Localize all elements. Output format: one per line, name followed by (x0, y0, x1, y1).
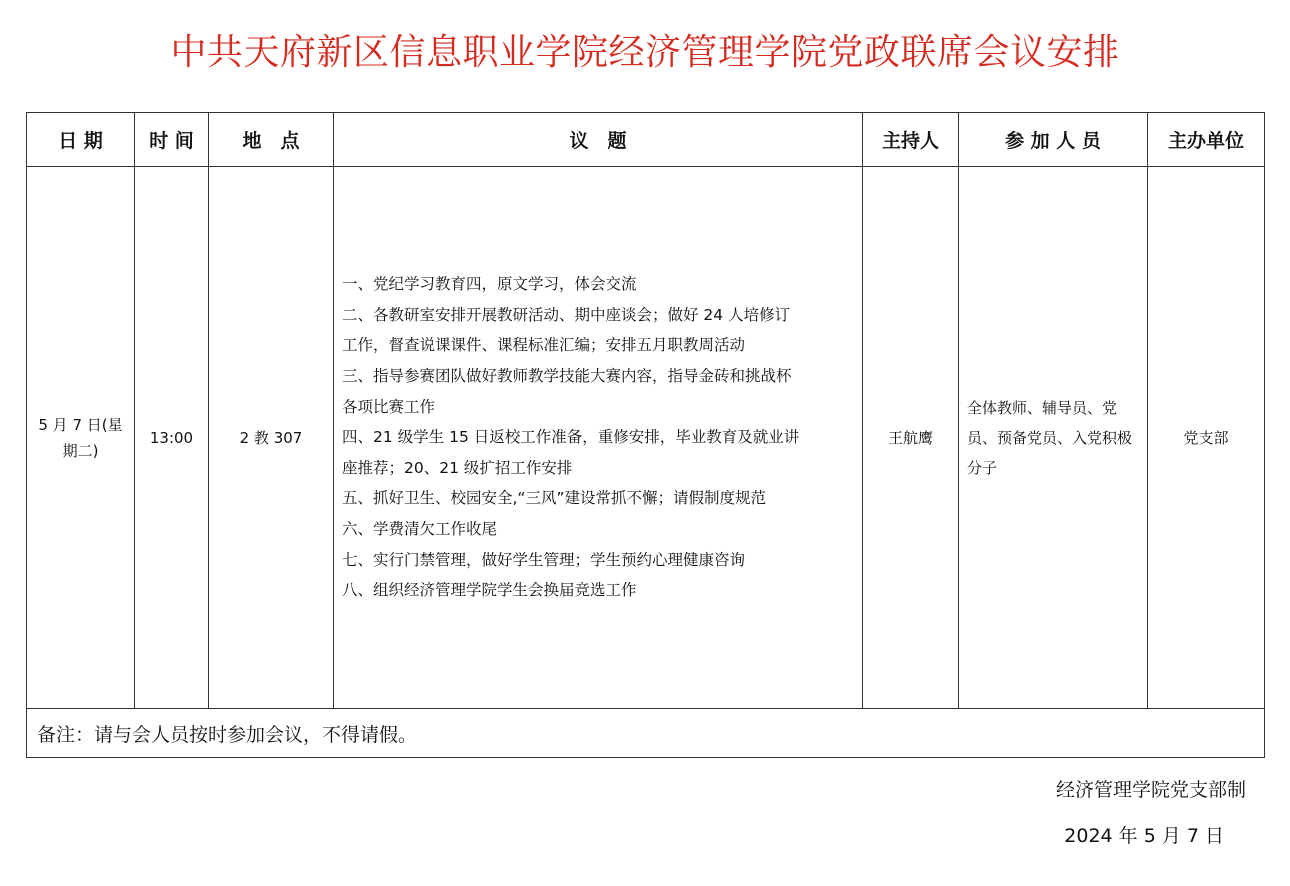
topic-line: 一、党纪学习教育四，原文学习，体会交流 (342, 275, 637, 294)
topic-line: 座推荐；20、21 级扩招工作安排 (342, 458, 573, 477)
remark-note: 备注：请与会人员按时参加会议，不得请假。 (27, 709, 1265, 758)
header-row (27, 113, 1265, 167)
table-row (27, 167, 1265, 709)
document-title: 中共天府新区信息职业学院经济管理学院党政联席会议安排 (170, 32, 1120, 73)
topic-line: 工作，督查说课课件、课程标准汇编；安排五月职教周活动 (342, 336, 746, 355)
header-date: 日 期 (27, 113, 135, 167)
organizer-cell: 党支部 (1148, 167, 1265, 709)
topics-cell (334, 167, 863, 709)
header-time: 时 间 (135, 113, 209, 167)
topic-line: 七、实行门禁管理，做好学生管理；学生预约心理健康咨询 (342, 550, 746, 569)
time-cell: 13:00 (135, 167, 209, 709)
schedule-table (26, 112, 1265, 758)
topic-line: 三、指导参赛团队做好教师教学技能大赛内容，指导金砖和挑战杯 (342, 367, 792, 386)
topic-line: 二、各教研室安排开展教研活动、期中座谈会；做好 24 人培修订 (342, 305, 791, 324)
place-cell: 2 教 307 (209, 167, 334, 709)
header-host: 主持人 (863, 113, 959, 167)
issuer-signature: 经济管理学院党支部制 (1055, 779, 1246, 801)
header-attendees: 参 加 人 员 (959, 113, 1148, 167)
host-cell: 王航鹰 (863, 167, 959, 709)
topic-line: 各项比赛工作 (342, 397, 436, 416)
issue-date: 2024 年 5 月 7 日 (1064, 825, 1224, 847)
topic-line: 五、抓好卫生、校园安全,“三风”建设常抓不懈；请假制度规范 (342, 489, 766, 508)
topic-line: 六、学费清欠工作收尾 (342, 519, 498, 538)
topic-line: 四、21 级学生 15 日返校工作准备，重修安排，毕业教育及就业讲 (342, 428, 800, 447)
date-cell: 5 月 7 日(星期二) (27, 167, 135, 709)
remark-row (27, 709, 1265, 758)
header-topics: 议 题 (334, 113, 863, 167)
header-organizer: 主办单位 (1148, 113, 1265, 167)
attendees-cell: 全体教师、辅导员、党员、预备党员、入党积极分子 (959, 167, 1148, 709)
topic-line: 八、组织经济管理学院学生会换届竞选工作 (342, 581, 637, 600)
header-place: 地 点 (209, 113, 334, 167)
